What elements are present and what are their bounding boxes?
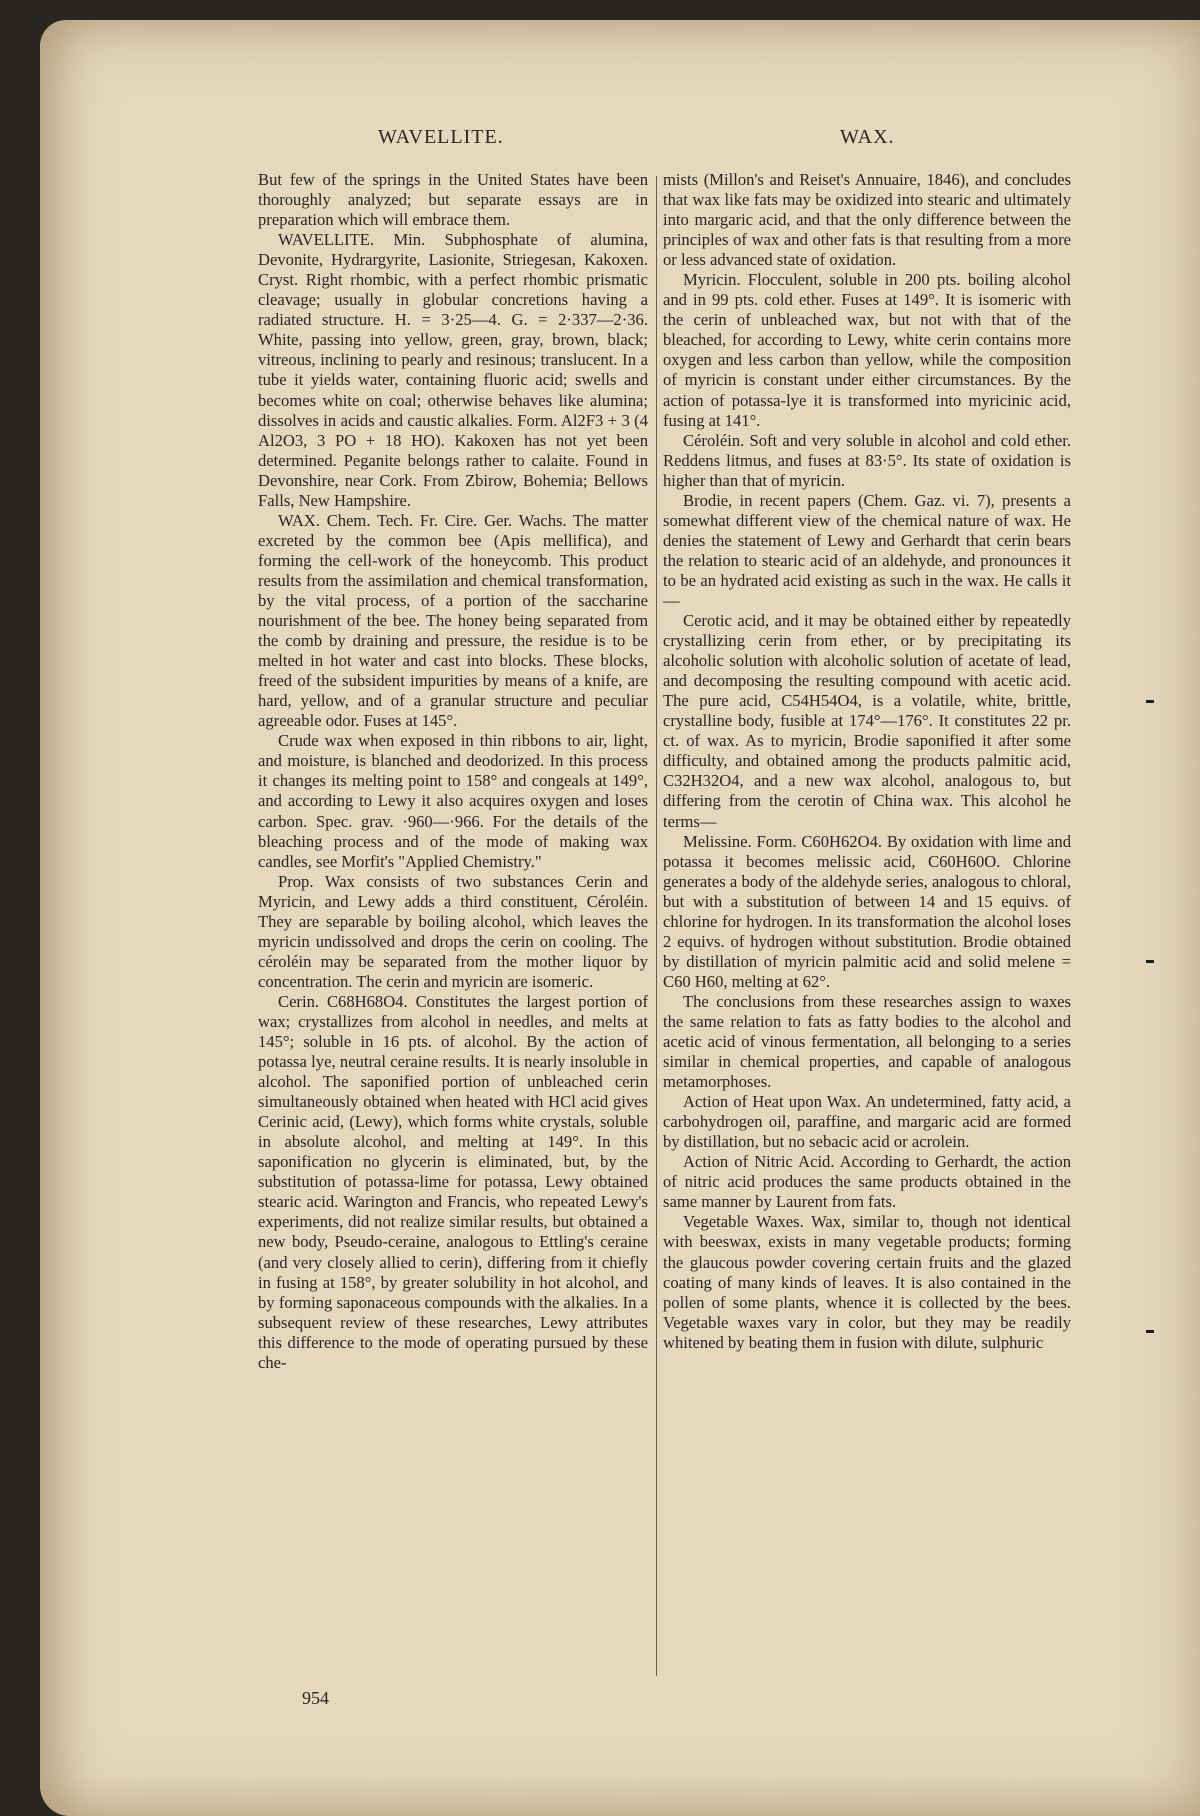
column-rule [656,176,657,1676]
edge-mark [1146,960,1154,963]
paragraph: Myricin. Flocculent, soluble in 200 pts. boiling alcohol and in 99 pts. cold ether. Fuses at 149°. It is isomeric with the cerin of unbleached wax, but not with that of the bleached, for according to Lewy, white cerin contains more oxygen and less carbon than yellow, while the composition of myricin is constant under either circumstances. By the action of potassa-lye it is transformed into myricinic acid, fusing at 141°. [663,270,1071,430]
paragraph: Melissine. Form. C60H62O4. By oxidation with lime and potassa it becomes melissic acid, C60H60O. Chlorine generates a body of the aldehyde series, analogous to chloral, but with a substitution of between 14 and 15 equivs. of chlorine for hydrogen. In its transformation the alcohol loses 2 equivs. of hydrogen without substitution. Brodie obtained by distillation of myricin palmitic acid and solid melene = C60 H60, melting at 62°. [663,831,1071,991]
edge-mark [1146,700,1154,703]
edge-mark [1146,1330,1154,1333]
paragraph: Brodie, in recent papers (Chem. Gaz. vi. 7), presents a somewhat different view of the chemical nature of wax. He denies the statement of Lewy and Gerhardt that cerin bears the relation to stearic acid of an aldehyde, and pronounces it to be an hydrated acid existing as such in the wax. He calls it— [663,490,1071,610]
paragraph: Vegetable Waxes. Wax, similar to, though not identical with beeswax, exists in many vegetable products; forming the glaucous powder covering certain fruits and the glazed coating of many kinds of leaves. It is also contained in the pollen of some plants, whence it is collected by the bees. Vegetable waxes vary in color, but they may be readily whitened by beating them in fusion with dilute, sulphuric [663,1212,1071,1352]
paragraph: Crude wax when exposed in thin ribbons to air, light, and moisture, is blanched and deodorized. In this process it changes its melting point to 158° and congeals at 149°, and according to Lewy it also acquires oxygen and loses carbon. Spec. grav. ·960—·966. For the details of the bleaching process and of the mode of making wax candles, see Morfit's "Applied Chemistry." [258,731,648,871]
paragraph: Cerin. C68H68O4. Constitutes the largest portion of wax; crystallizes from alcohol in needles, and melts at 145°; soluble in 16 pts. of alcohol. By the action of potassa lye, neutral ceraine results. It is nearly insoluble in alcohol. The saponified portion of unbleached cerin simultaneously obtained when heated with HCl acid gives Cerinic acid, (Lewy), which forms white crystals, soluble in absolute alcohol, and melting at 149°. In this saponification no glycerin is eliminated, but, by the substitution of potassa-lime for potassa, Lewy obtained stearic acid. Warington and Francis, who repeated Lewy's experiments, did not realize similar results, but obtained a new body, Pseudo-ceraine, analogous to Ettling's ceraine (and very closely allied to cerin), differing from it chiefly in fusing at 158°, by greater solubility in hot alcohol, and by forming saponaceous compounds with the alkalies. In a subsequent review of these researches, Lewy attributes this difference to the mode of operating pursued by these che- [258,991,648,1372]
left-column [258,170,648,1373]
paragraph: Action of Heat upon Wax. An undetermined, fatty acid, a carbohydrogen oil, paraffine, and margaric acid are formed by distillation, but no sebacic acid or acrolein. [663,1092,1071,1152]
page-number: 954 [302,1688,329,1708]
paragraph: Cerotic acid, and it may be obtained either by repeatedly crystallizing cerin from ether, or by precipitating its alcoholic solution with alcoholic solution of acetate of lead, and decomposing the resulting compound with acetic acid. The pure acid, C54H54O4, is a volatile, white, brittle, crystalline body, fusible at 174°—176°. It constitutes 22 pr. ct. of wax. As to myricin, Brodie saponified it after some difficulty, and obtained among the products palmitic acid, C32H32O4, and a new wax alcohol, analogous to, but differing from the cerotin of China wax. This alcohol he terms— [663,611,1071,831]
right-column [663,170,1071,1353]
running-header-right: WAX. [840,126,895,148]
paragraph: Prop. Wax consists of two substances Cerin and Myricin, and Lewy adds a third constituent, Céroléin. They are separable by boiling alcohol, which leaves the myricin undissolved and drops the cerin on cooling. The céroléin may be separated from the mother liquor by concentration. The cerin and myricin are isomeric. [258,871,648,991]
paragraph: WAVELLITE. Min. Subphosphate of alumina, Devonite, Hydrargyrite, Lasionite, Striegesan, Kakoxen. Cryst. Right rhombic, with a perfect rhombic prismatic cleavage; usually in globular concretions having a radiated structure. H. = 3·25—4. G. = 2·337—2·36. White, passing into yellow, green, gray, brown, black; vitreous, inclining to pearly and resinous; translucent. In a tube it yields water, containing fluoric acid; swells and becomes white on coal; otherwise behaves like alumina; dissolves in acids and caustic alkalies. Form. Al2F3 + 3 (4 Al2O3, 3 PO + 18 HO). Kakoxen has not yet been determined. Peganite belongs rather to calaite. Found in Devonshire, near Cork. From Zbirow, Bohemia; Bellows Falls, New Hampshire. [258,230,648,510]
paragraph: WAX. Chem. Tech. Fr. Cire. Ger. Wachs. The matter excreted by the common bee (Apis mellifica), and forming the cell-work of the honeycomb. This product results from the assimilation and chemical transformation, by the vital process, of a portion of the saccharine nourishment of the bee. The honey being separated from the comb by draining and pressure, the residue is to be melted in hot water and cast into blocks. These blocks, freed of the subsident impurities by means of a knife, are hard, yellow, and of a granular structure and peculiar agreeable odor. Fuses at 145°. [258,510,648,731]
paragraph: mists (Millon's and Reiset's Annuaire, 1846), and concludes that wax like fats may be oxidized into stearic and ultimately into margaric acid, and that the only difference between the principles of wax and other fats is that resulting from a more or less advanced state of oxidation. [663,170,1071,270]
running-header-left: WAVELLITE. [378,126,504,148]
paragraph: Action of Nitric Acid. According to Gerhardt, the action of nitric acid produces the same products obtained in the same manner by Laurent from fats. [663,1152,1071,1212]
paragraph: The conclusions from these researches assign to waxes the same relation to fats as fatty bodies to the alcohol and acetic acid of vinous fermentation, all belonging to a series similar in chemical properties, and capable of analogous metamorphoses. [663,991,1071,1092]
paragraph: But few of the springs in the United States have been thoroughly analyzed; but separate essays are in preparation which will embrace them. [258,170,648,230]
paragraph: Céroléin. Soft and very soluble in alcohol and cold ether. Reddens litmus, and fuses at 83·5°. Its state of oxidation is higher than that of myricin. [663,430,1071,490]
